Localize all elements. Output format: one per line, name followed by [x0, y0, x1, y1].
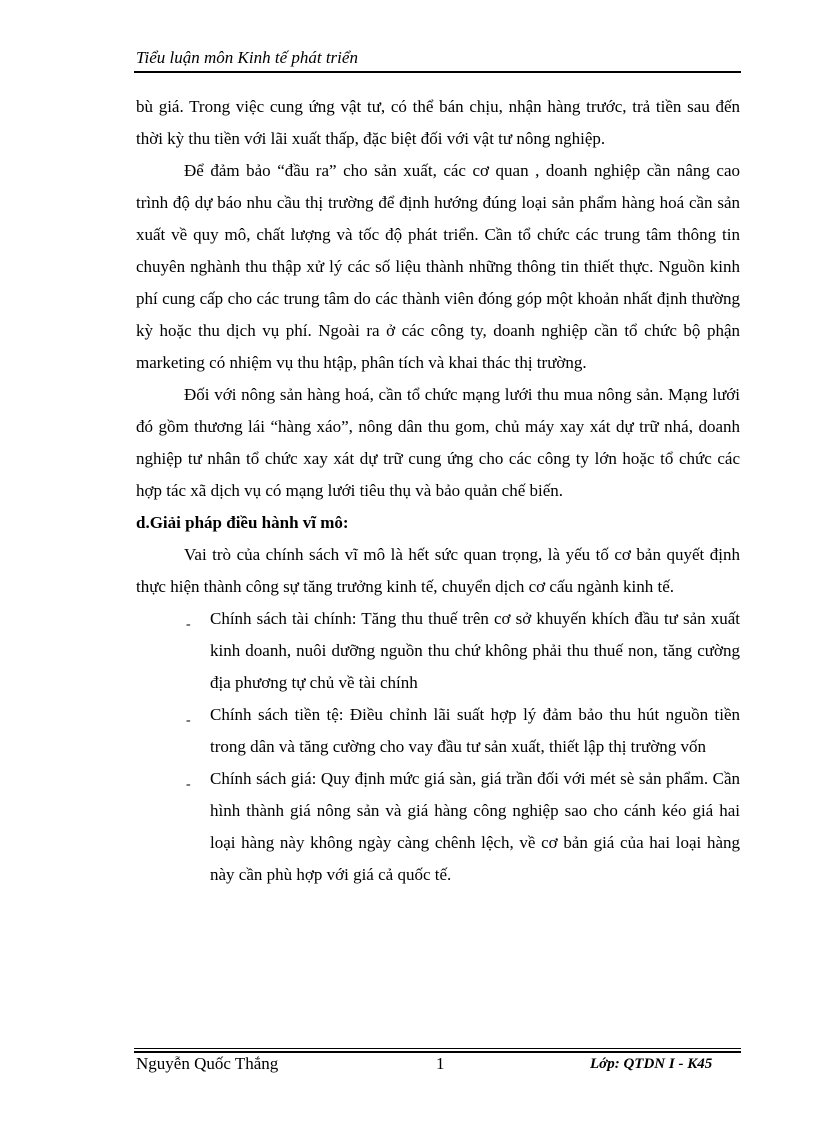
list-item: [136, 603, 740, 699]
footer-author: Nguyễn Quốc Thắng: [136, 1054, 279, 1073]
section-heading: d.Giải pháp điều hành vĩ mô:: [136, 513, 349, 532]
header-divider: [134, 71, 741, 73]
footer-divider: [134, 1048, 741, 1049]
page-number: 1: [436, 1054, 445, 1073]
policy-list: [136, 603, 740, 891]
header-title: Tiểu luận môn Kinh tế phát triển: [136, 48, 358, 67]
document-body: [136, 91, 740, 891]
footer-divider-double: [134, 1051, 741, 1053]
paragraph-1: bù giá. Trong việc cung ứng vật tư, có thể bán chịu, nhận hàng trước, trả tiền sau đến thời kỳ thu tiền với lãi xuất thấp, đặc biệt đối với vật tư nông nghiệp.: [136, 97, 740, 148]
list-item-text: Chính sách tài chính: Tăng thu thuế trên cơ sở khuyến khích đầu tư sản xuất kinh doanh, nuôi dưỡng nguồn thu chứ không phải thu thuế non, tăng cường địa phương tự chủ về tài chính: [210, 609, 740, 692]
paragraph-2: Để đảm bảo “đầu ra” cho sản xuất, các cơ quan , doanh nghiệp cần nâng cao trình độ dự báo nhu cầu thị trường để định hướng đúng loại sản phẩm hàng hoá cần sản xuất về quy mô, chất lượng và tốc độ phát triển. Cần tổ chức các trung tâm thông tin chuyên nghành thu thập xử lý các số liệu thành những thông tin thiết thực. Nguồn kinh phí cung cấp cho các trung tâm do các thành viên đóng góp một khoản nhất định thường kỳ hoặc thu dịch vụ phí. Ngoài ra ở các công ty, doanh nghiệp cần tổ chức bộ phận marketing có nhiệm vụ thu htập, phân tích và khai thác thị trường.: [136, 161, 740, 372]
bullet-marker: -: [186, 617, 191, 632]
list-item-text: Chính sách giá: Quy định mức giá sàn, giá trần đối với mét sè sản phẩm. Cần hình thành giá nông sản và giá hàng công nghiệp sao cho cánh kéo giá hai loại hàng này không ngày càng chênh lệch, về cơ bản giá của hai loại hàng này cần phù hợp với giá cả quốc tế.: [210, 769, 740, 884]
paragraph-4: Vai trò của chính sách vĩ mô là hết sức quan trọng, là yếu tố cơ bản quyết định thực hiện thành công sự tăng trưởng kinh tế, chuyển dịch cơ cấu ngành kinh tế.: [136, 545, 740, 596]
list-item: [136, 763, 740, 891]
list-item-text: Chính sách tiền tệ: Điều chỉnh lãi suất hợp lý đảm bảo thu hút nguồn tiền trong dân và tăng cường cho vay đầu tư sản xuất, thiết lập thị trường vốn: [210, 705, 740, 756]
bullet-marker: -: [186, 713, 191, 728]
bullet-marker: -: [186, 777, 191, 792]
paragraph-3: Đối với nông sản hàng hoá, cần tổ chức mạng lưới thu mua nông sản. Mạng lưới đó gồm thương lái “hàng xáo”, nông dân thu gom, chủ máy xay xát dự trữ nhá, doanh nghiệp tư nhân tổ chức xay xát dự trữ cung ứng cho các công ty lớn hoặc tổ chức các hợp tác xã dịch vụ có mạng lưới tiêu thụ và bảo quản chế biến.: [136, 385, 740, 500]
footer-class-label: Lớp: QTDN I - K45: [590, 1056, 713, 1072]
list-item: [136, 699, 740, 763]
